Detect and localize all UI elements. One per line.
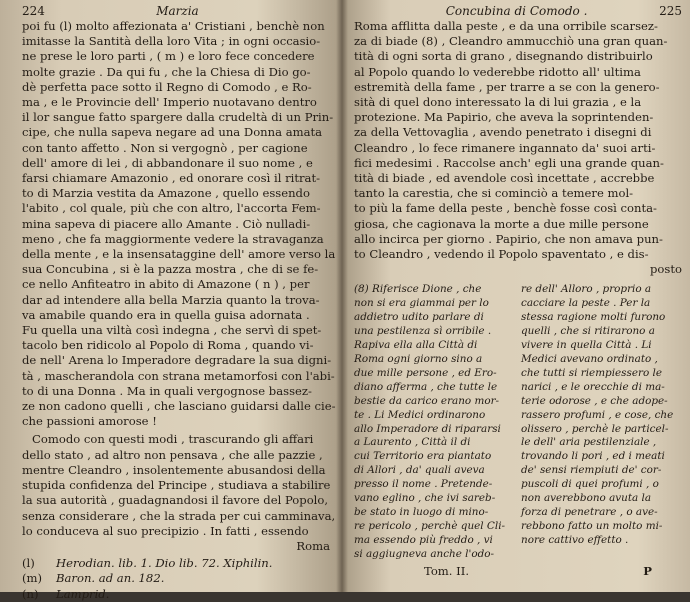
- note-line: rebbono fatto un molto mi-: [521, 519, 663, 532]
- note-line: non si era giammai per lo: [354, 297, 489, 310]
- note-line: re dell' Alloro , proprio a: [521, 283, 652, 296]
- note-line: non averebbono avuta la: [521, 492, 652, 505]
- text-line: tanto la carestia, che si cominciò a temere mol-: [354, 186, 634, 201]
- note-line: ma essendo più freddo , vi: [354, 533, 493, 546]
- text-line: ne prese le loro parti , ( m ) e loro fece concedere: [22, 49, 315, 64]
- right-body-text: [354, 19, 682, 277]
- text-line: meno , che fa maggiormente vedere la stravaganza: [22, 231, 324, 246]
- note-line: puscoli di quei profumi , o: [521, 478, 659, 491]
- text-line: che passioni amorose !: [22, 414, 157, 429]
- text-line: allo incirca per giorno . Papirio, che non amava pun-: [354, 231, 663, 246]
- text-line: cipe, che nulla sapeva negare ad una Donna amata: [22, 125, 323, 140]
- note-line: due mille persone , ed Ero-: [354, 366, 497, 379]
- footnote-text: Baron. ad an. 182.: [56, 571, 165, 586]
- text-line: Cleandro , lo fece rimanere ingannato da' suoi arti-: [354, 140, 656, 155]
- text-line: va amabile quando era in quella guisa adornata .: [22, 307, 310, 322]
- text-line: giosa, che cagionava la morte a due mille persone: [354, 216, 649, 231]
- note-line: be stato in luogo di mino-: [354, 505, 489, 518]
- footnote-text: Herodian. lib. 1. Dio lib. 72. Xiphilin.: [56, 556, 273, 571]
- note-line: Roma ogni giorno sino a: [354, 352, 483, 365]
- text-line: della mente , e la insensataggine dell' amore verso la: [22, 247, 336, 262]
- catchword: Roma: [296, 538, 330, 553]
- note-line: di Allori , da' quali aveva: [354, 464, 485, 477]
- footnote-mark: (m): [22, 571, 43, 586]
- footnote-text: Lamprid.: [56, 586, 110, 601]
- text-line: tità di biade , ed avendole così incettate , accrebbe: [354, 171, 655, 186]
- note-column-2: [521, 283, 682, 561]
- footnote-mark: (n): [22, 586, 39, 601]
- text-line: tà , mascherandola con strana metamorfosi con l'abi-: [22, 368, 335, 383]
- text-line: to Cleandro , vedendo il Popolo spaventato , e dis-: [354, 247, 649, 262]
- text-line: molte grazie . Da qui fu , che la Chiesa di Dio go-: [22, 64, 311, 79]
- text-line: fici medesimi . Raccolse anch' egli una grande quan-: [354, 155, 664, 170]
- left-page: [0, 0, 342, 601]
- running-head: Marzia: [156, 4, 199, 18]
- text-line: tità di ogni sorta di grano , disegnando distribuirlo: [354, 49, 653, 64]
- signature-line: [354, 564, 682, 579]
- text-line: za di biade (8) , Cleandro ammucchiò una gran quan-: [354, 34, 668, 49]
- note-line: terie odorose , e che adope-: [521, 394, 668, 407]
- signature-mark: P: [643, 563, 652, 578]
- running-head: Concubina di Comodo .: [445, 4, 588, 18]
- text-line: Roma afflitta dalla peste , e da una orribile scarsez-: [354, 19, 658, 33]
- text-line: to di una Donna . Ma in quali vergognose bassez-: [22, 383, 312, 398]
- text-line: protezione. Ma Papirio, che aveva la soprintenden-: [354, 110, 654, 125]
- footnotes: [22, 556, 330, 602]
- text-line: to più la fame della peste , benchè fosse così conta-: [354, 201, 657, 216]
- note-line: trovando li pori , ed i meati: [521, 450, 665, 463]
- right-page: [342, 0, 690, 592]
- note-line: bestie da carico erano mor-: [354, 394, 500, 407]
- text-line: dell' amore di lei , di abbandonare il suo nome , e: [22, 155, 313, 170]
- text-line: dar ad intendere alla bella Marzia quanto la trova-: [22, 292, 320, 307]
- text-line: ma , e le Provincie dell' Imperio nuotavano dentro: [22, 95, 317, 110]
- text-line: dè perfetta pace sotto il Regno di Comodo , e Ro-: [22, 79, 312, 94]
- text-line: l'abito , col quale, più che con altro, l'accorta Fem-: [22, 201, 321, 216]
- text-line: ze non cadono quelli , che lasciano guidarsi dalle cie-: [22, 399, 336, 414]
- footnote: [22, 571, 330, 586]
- page-number: 225: [659, 4, 682, 18]
- right-page-header: [354, 4, 682, 19]
- paragraph-1: [22, 19, 336, 429]
- note-line: allo Imperadore di ripararsi: [354, 422, 501, 435]
- text-line: estremità della fame , per trarre a se con la genero-: [354, 79, 660, 94]
- text-line: poi fu (l) molto affezionata a' Cristiani , benchè non: [22, 19, 325, 33]
- text-line: lo conduceva al suo precipizio . In fatti , essendo: [22, 523, 309, 538]
- text-line: con tanto affetto . Non si vergognò , per cagione: [22, 140, 308, 155]
- page-number: 224: [22, 4, 45, 18]
- note-line: Medici avevano ordinato ,: [521, 352, 658, 365]
- note-line: che tutti si riempiessero le: [521, 366, 662, 379]
- note-line: stessa ragione molti furono: [521, 311, 666, 324]
- note-line: quelli , che si ritirarono a: [521, 325, 655, 338]
- left-body-text: [22, 19, 336, 554]
- text-line: to di Marzia vestita da Amazone , quello essendo: [22, 186, 310, 201]
- note-line: cui Territorio era piantato: [354, 450, 492, 463]
- note-line: narici , e le orecchie di ma-: [521, 380, 665, 393]
- text-line: Comodo con questi modi , trascurando gli affari: [32, 432, 314, 447]
- note-line: addietro udito parlare di: [354, 311, 484, 324]
- note-column-1: [354, 283, 515, 561]
- text-line: imitasse la Santità della loro Vita ; in ogni occasio-: [22, 34, 321, 49]
- catchword: posto: [650, 262, 682, 277]
- paragraph-2: [22, 432, 336, 554]
- text-line: il lor sangue fatto spargere dalla crudeltà di un Prin-: [22, 110, 334, 125]
- note-line: rassero profumi , e cose, che: [521, 408, 674, 421]
- note-line: cacciare la peste . Per la: [521, 297, 651, 310]
- note-line: te . Li Medici ordinarono: [354, 408, 486, 421]
- text-line: la sua autorità , guadagnandosi il favore del Popolo,: [22, 493, 329, 508]
- text-line: Fu quella una viltà così indegna , che servì di spet-: [22, 323, 322, 338]
- sidenote: [354, 283, 682, 561]
- text-line: ce nello Anfiteatro in abito di Amazone ( n ) , per: [22, 277, 310, 292]
- footnote-mark: (l): [22, 556, 35, 571]
- text-line: za della Vettovaglia , avendo penetrato i disegni di: [354, 125, 652, 140]
- text-line: mentre Cleandro , insolentemente abusandosi della: [22, 462, 326, 477]
- text-line: sua Concubina , si è la pazza mostra , che di se fe-: [22, 262, 319, 277]
- text-line: de nell' Arena lo Imperadore degradare la sua digni-: [22, 353, 332, 368]
- note-line: diano afferma , che tutte le: [354, 380, 498, 393]
- note-line: si aggiugneva anche l'odo-: [354, 547, 495, 560]
- footnote: [22, 556, 330, 571]
- note-line: le dell' aria pestilenziale ,: [521, 436, 657, 449]
- text-line: stupida confidenza del Principe , studiava a stabilire: [22, 478, 331, 493]
- note-line: presso il nome . Pretende-: [354, 478, 493, 491]
- note-line: olissero , perchè le particel-: [521, 422, 669, 435]
- note-line: a Laurento , Città il di: [354, 436, 471, 449]
- note-line: re pericolo , perchè quel Cli-: [354, 519, 506, 532]
- note-line: (8) Riferisce Dione , che: [354, 283, 482, 296]
- text-line: al Popolo quando lo vederebbe ridotto all' ultima: [354, 64, 641, 79]
- text-line: dello stato , ad altro non pensava , che alle pazzie ,: [22, 447, 323, 462]
- text-line: mina sapeva di piacere allo Amante . Ciò nulladi-: [22, 216, 311, 231]
- note-line: Rapiva ella alla Città di: [354, 339, 478, 352]
- footnote: [22, 587, 330, 602]
- note-line: una pestilenza sì orribile .: [354, 325, 492, 338]
- note-line: forza di penetrare , o ave-: [521, 505, 658, 518]
- note-line: vivere in quella Città . Li: [521, 339, 652, 352]
- text-line: sità di quel dono interessato la di lui grazia , e la: [354, 95, 642, 110]
- note-line: de' sensi riempiuti de' cor-: [521, 464, 662, 477]
- text-line: senza considerare , che la strada per cui camminava,: [22, 508, 336, 523]
- note-line: vano eglino , che ivi sareb-: [354, 492, 496, 505]
- text-line: farsi chiamare Amazonio , ed onorare così il ritrat-: [22, 171, 321, 186]
- left-page-header: [22, 4, 330, 19]
- book-gutter: [336, 0, 348, 592]
- note-line: nore cattivo effetto .: [521, 533, 629, 546]
- text-line: tacolo ben ridicolo al Popolo di Roma , quando vi-: [22, 338, 314, 353]
- volume-mark: Tom. II.: [424, 563, 470, 578]
